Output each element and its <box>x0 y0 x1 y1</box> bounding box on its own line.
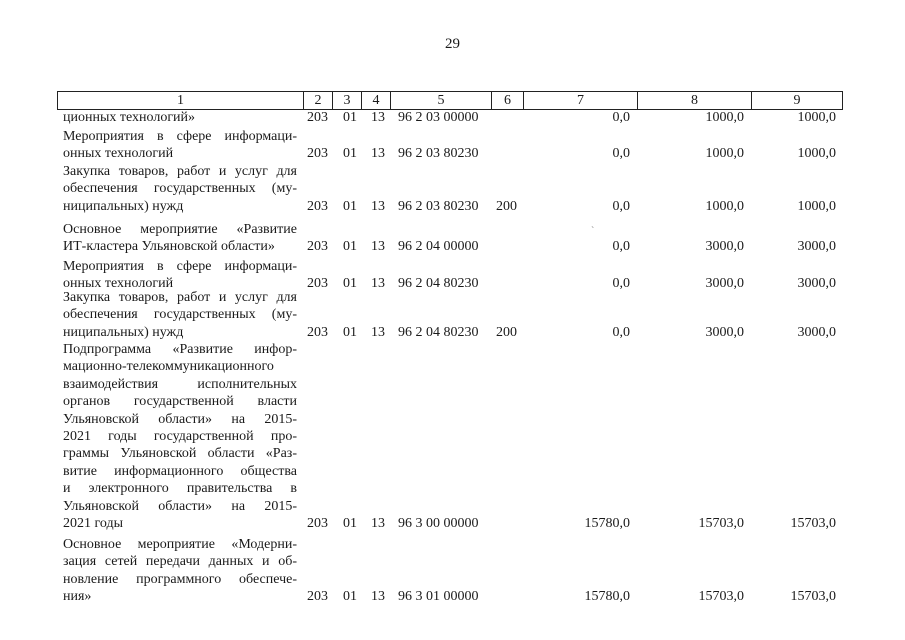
header-col-2: 2 <box>304 92 333 110</box>
row-description <box>63 536 297 606</box>
cell-c4: 13 <box>371 516 385 531</box>
description-line: новление программного обеспече- <box>63 571 297 587</box>
cell-c9: 1000,0 <box>797 110 836 125</box>
cell-c9: 3000,0 <box>797 276 836 292</box>
description-line: ниципальных) нужд <box>63 198 184 214</box>
cell-c5: 96 2 03 80230 <box>398 146 479 162</box>
cell-c8: 3000,0 <box>705 324 744 340</box>
description-line: ционных технологий» <box>63 110 196 125</box>
cell-c4: 13 <box>371 198 385 214</box>
description-line: Закупка товаров, работ и услуг для <box>63 290 297 305</box>
cell-c4: 13 <box>371 110 385 125</box>
description-line: 2021 годы государственной про- <box>63 428 297 444</box>
cell-c2: 203 <box>307 324 328 340</box>
cell-c4: 13 <box>371 239 385 255</box>
cell-c7: 0,0 <box>612 239 630 255</box>
description-line: Мероприятия в сфере информаци- <box>63 259 297 274</box>
description-line: Ульяновской области» на 2015- <box>63 411 297 427</box>
cell-c8: 1000,0 <box>705 110 744 125</box>
cell-c3: 01 <box>343 110 357 125</box>
description-line: Ульяновской области» на 2015- <box>63 498 297 514</box>
header-col-6: 6 <box>492 92 524 110</box>
cell-c7: 0,0 <box>612 324 630 340</box>
cell-c5: 96 2 03 80230 <box>398 198 479 214</box>
scan-speck: ` <box>591 226 595 237</box>
row-description <box>63 163 297 215</box>
header-col-7: 7 <box>524 92 638 110</box>
cell-c9: 1000,0 <box>797 198 836 214</box>
cell-c2: 203 <box>307 276 328 292</box>
description-line: витие информационного общества <box>63 463 297 479</box>
description-line: обеспечения государственных (му- <box>63 181 297 197</box>
page-number: 29 <box>445 36 460 52</box>
description-line: взаимодействия исполнительных <box>63 376 297 392</box>
cell-c3: 01 <box>343 146 357 162</box>
cell-c5: 96 2 04 00000 <box>398 239 479 255</box>
description-line: Основное мероприятие «Модерни- <box>63 537 297 552</box>
row-description <box>63 258 297 293</box>
description-line: мационно-телекоммуникационного <box>63 359 274 375</box>
description-line: зация сетей передачи данных и об- <box>63 554 297 570</box>
cell-c8: 3000,0 <box>705 239 744 255</box>
row-description <box>63 221 297 256</box>
description-line: ИТ-кластера Ульяновской области» <box>63 239 275 255</box>
cell-c5: 96 2 03 00000 <box>398 110 479 125</box>
cell-c3: 01 <box>343 324 357 340</box>
cell-c3: 01 <box>343 589 357 605</box>
description-line: ния» <box>63 589 92 605</box>
cell-c9: 3000,0 <box>797 239 836 255</box>
cell-c9: 3000,0 <box>797 324 836 340</box>
cell-c2: 203 <box>307 516 328 531</box>
cell-c9: 15703,0 <box>790 589 836 605</box>
cell-c9: 15703,0 <box>790 516 836 531</box>
cell-c8: 1000,0 <box>705 198 744 214</box>
cell-c3: 01 <box>343 276 357 292</box>
description-line: Подпрограмма «Развитие инфор- <box>63 342 297 357</box>
cell-c6: 200 <box>496 198 517 214</box>
cell-c7: 0,0 <box>612 198 630 214</box>
cell-c2: 203 <box>307 589 328 605</box>
cell-c8: 15703,0 <box>698 589 744 605</box>
cell-c7: 15780,0 <box>584 516 630 531</box>
header-col-3: 3 <box>333 92 362 110</box>
header-col-1: 1 <box>58 92 304 110</box>
cell-c4: 13 <box>371 324 385 340</box>
column-number-header <box>57 91 843 110</box>
description-line: Закупка товаров, работ и услуг для <box>63 164 297 179</box>
description-line: 2021 годы <box>63 515 124 531</box>
cell-c3: 01 <box>343 516 357 531</box>
cell-c3: 01 <box>343 198 357 214</box>
cell-c4: 13 <box>371 589 385 605</box>
cell-c4: 13 <box>371 146 385 162</box>
cell-c2: 203 <box>307 239 328 255</box>
row-description <box>63 128 297 163</box>
description-line: органов государственной власти <box>63 394 297 410</box>
header-col-4: 4 <box>362 92 391 110</box>
cell-c4: 13 <box>371 276 385 292</box>
header-col-8: 8 <box>638 92 752 110</box>
header-col-9: 9 <box>752 92 843 110</box>
description-line: граммы Ульяновской области «Раз- <box>63 446 297 462</box>
description-line: обеспечения государственных (му- <box>63 307 297 323</box>
cell-c2: 203 <box>307 110 328 125</box>
cell-c7: 15780,0 <box>584 589 630 605</box>
description-line: Мероприятия в сфере информаци- <box>63 129 297 144</box>
description-line: ниципальных) нужд <box>63 324 184 340</box>
cell-c8: 1000,0 <box>705 146 744 162</box>
cell-c5: 96 3 01 00000 <box>398 589 479 605</box>
description-line: онных технологий <box>63 276 174 292</box>
cell-c7: 0,0 <box>612 110 630 125</box>
row-description <box>63 341 297 532</box>
cell-c8: 3000,0 <box>705 276 744 292</box>
description-line: и электронного правительства в <box>63 481 297 497</box>
cell-c5: 96 2 04 80230 <box>398 276 479 292</box>
cell-c8: 15703,0 <box>698 516 744 531</box>
cell-c6: 200 <box>496 324 517 340</box>
description-line: Основное мероприятие «Развитие <box>63 222 297 237</box>
cell-c2: 203 <box>307 198 328 214</box>
description-line: онных технологий <box>63 146 174 162</box>
row-description <box>63 109 297 126</box>
cell-c9: 1000,0 <box>797 146 836 162</box>
cell-c5: 96 3 00 00000 <box>398 516 479 531</box>
header-col-5: 5 <box>391 92 492 110</box>
cell-c7: 0,0 <box>612 146 630 162</box>
row-description <box>63 289 297 341</box>
cell-c3: 01 <box>343 239 357 255</box>
cell-c7: 0,0 <box>612 276 630 292</box>
cell-c5: 96 2 04 80230 <box>398 324 479 340</box>
cell-c2: 203 <box>307 146 328 162</box>
